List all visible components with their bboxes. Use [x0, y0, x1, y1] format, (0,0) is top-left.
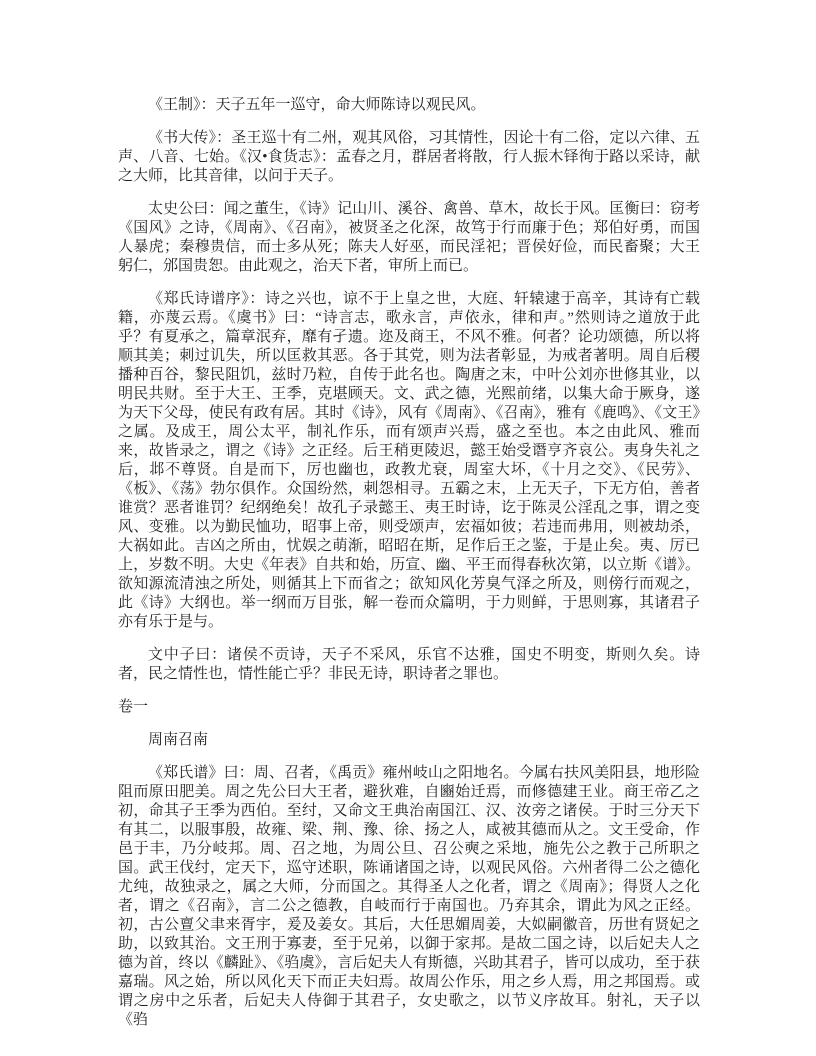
paragraph: 文中子曰：诸侯不贡诗，天子不采风，乐官不达雅，国史不明变，斯则久矣。诗者，民之情性也，情性能亡乎？非民无诗，职诗者之罪也。 — [118, 647, 700, 682]
paragraph: 《书大传》：圣王巡十有二州，观其风俗，习其情性，因论十有二俗，定以六律、五声、八音、七始。《汉•食货志》：孟春之月，群居者将散，行人振木铎徇于路以采诗，献之大师，比其音律，以问于天子。 — [118, 130, 700, 184]
document-body — [118, 96, 700, 1030]
section-heading: 周南召南 — [148, 732, 209, 748]
paragraph: 《郑氏诗谱序》：诗之兴也，谅不于上皇之世，大庭、轩辕逮于高辛，其诗有亡载籍，亦蔑云焉。《虞书》曰：“诗言志，歌永言，声依永，律和声。”然则诗之道放于此乎？有夏承之，篇章泯弃，靡有孑遗。迩及商王，不风不雅。何者？论功颂德，所以将顺其美；刺过讥失，所以匡救其恶。各于其党，则为法者彰显，为戒者著明。周自后稷播种百谷，黎民阻饥，兹时乃粒，自传于此名也。陶唐之末，中叶公刘亦世修其业，以明民共财。至于大王、王季，克堪顾天。文、武之德，光熙前绪，以集大命于厥身，遂为天下父母，使民有政有居。其时《诗》，风有《周南》、《召南》，雅有《鹿鸣》、《文王》之属。及成王，周公太平，制礼作乐，而有颂声兴焉，盛之至也。本之由此风、雅而来，故皆录之，谓之《诗》之正经。后王稍更陵迟，懿王始受谮亨齐哀公。夷身失礼之后，邶不尊贤。自是而下，厉也幽也，政教尤衰，周室大坏，《十月之交》、《民劳》、《板》、《荡》勃尔俱作。众国纷然，刺怨相寻。五霸之末，上无天子，下无方伯，善者谁赏？恶者谁罚？纪纲绝矣！故孔子录懿王、夷王时诗，讫于陈灵公淫乱之事，谓之变风、变雅。以为勤民恤功，昭事上帝，则受颂声，宏福如彼；若违而弗用，则被劫杀，大祸如此。吉凶之所由，忧娱之萌渐，昭昭在斯，足作后王之鉴，于是止矣。夷、厉已上，岁数不明。大史《年表》自共和始，历宣、幽、平王而得春秋次第，以立斯《谱》。欲知源流清浊之所处，则循其上下而省之；欲知风化芳臭气泽之所及，则傍行而观之，此《诗》大纲也。举一纲而万目张，解一卷而众篇明，于力则鲜，于思则寡，其诸君子亦有乐于是与。 — [118, 291, 700, 630]
paragraph: 《王制》：天子五年一巡守，命大师陈诗以观民风。 — [148, 97, 486, 113]
paragraph: 太史公曰：闻之董生，《诗》记山川、溪谷、禽兽、草木，故长于风。匡衡曰：窃考《国风》之诗，《周南》、《召南》，被贤圣之化深，故笃于行而廉于色；郑伯好勇，而国人暴虎；秦穆贵信，而士多从死；陈夫人好巫，而民淫祀；晋侯好俭，而民畜聚；大王躬仁，邠国贵恕。由此观之，治天下者，审所上而已。 — [118, 201, 700, 274]
volume-heading: 卷一 — [118, 699, 149, 715]
paragraph: 《郑氏谱》曰：周、召者，《禹贡》雍州岐山之阳地名。今属右扶风美阳县，地形险阻而原田肥美。周之先公曰大王者，避狄难，自豳始迁焉，而修德建王业。商王帝乙之初，命其子王季为西伯。至纣，又命文王典治南国江、汉、汝旁之诸侯。于时三分天下有其二，以服事殷，故雍、梁、荆、豫、徐、扬之人，咸被其德而从之。文王受命，作邑于丰，乃分岐邦。周、召之地，为周公旦、召公奭之采地，施先公之教于己所职之国。武王伐纣，定天下，巡守述职，陈诵诸国之诗，以观民风俗。六州者得二公之德化尤纯，故独录之，属之大师，分而国之。其得圣人之化者，谓之《周南》；得贤人之化者，谓之《召南》，言二公之德教，自岐而行于南国也。乃弃其余，谓此为风之正经。初，古公亶父聿来胥宇，爰及姜女。其后，大任思媚周姜，大姒嗣徽音，历世有贤妃之助，以致其治。文王刑于寡妻，至于兄弟，以御于家邦。是故二国之诗，以后妃夫人之德为首，终以《麟趾》、《驺虞》，言后妃夫人有斯德，兴助其君子，皆可以成功，至于获嘉瑞。风之始，所以风化天下而正夫妇焉。故周公作乐，用之乡人焉，用之邦国焉。或谓之房中之乐者，后妃夫人侍御于其君子，女史歌之，以节义序故耳。射礼，天子以《驺 — [118, 765, 700, 1028]
